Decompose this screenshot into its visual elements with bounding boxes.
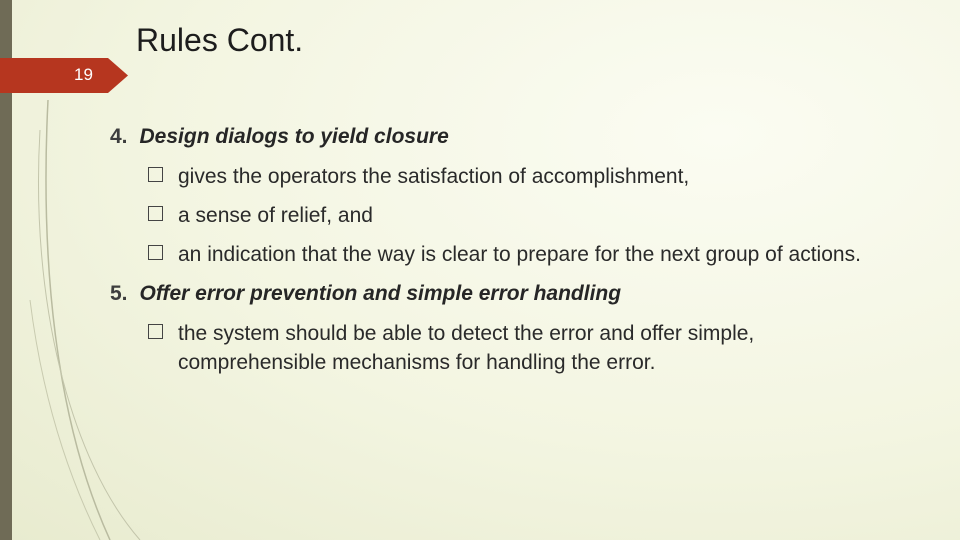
- page-number-badge: [0, 58, 128, 93]
- list-item: a sense of relief, and: [110, 201, 870, 230]
- checkbox-square-icon: [148, 206, 163, 221]
- slide-title: Rules Cont.: [136, 22, 304, 58]
- slide-content: [110, 122, 870, 377]
- bullet-list: [110, 319, 870, 377]
- bullet-list: [110, 162, 870, 269]
- checkbox-square-icon: [148, 245, 163, 260]
- section-number: 4.: [110, 125, 128, 148]
- section-number: 5.: [110, 282, 128, 305]
- section-title: Offer error prevention and simple error handling: [139, 282, 622, 305]
- section-heading-5: [110, 279, 870, 309]
- section-title: Design dialogs to yield closure: [139, 125, 449, 148]
- checkbox-square-icon: [148, 167, 163, 182]
- section-heading-4: [110, 122, 870, 152]
- list-item: an indication that the way is clear to prepare for the next group of actions.: [110, 240, 870, 269]
- list-item: gives the operators the satisfaction of accomplishment,: [110, 162, 870, 191]
- list-item: the system should be able to detect the error and offer simple, comprehensible mechanisms for handling the error.: [110, 319, 870, 377]
- checkbox-square-icon: [148, 324, 163, 339]
- page-number: 19: [74, 65, 93, 84]
